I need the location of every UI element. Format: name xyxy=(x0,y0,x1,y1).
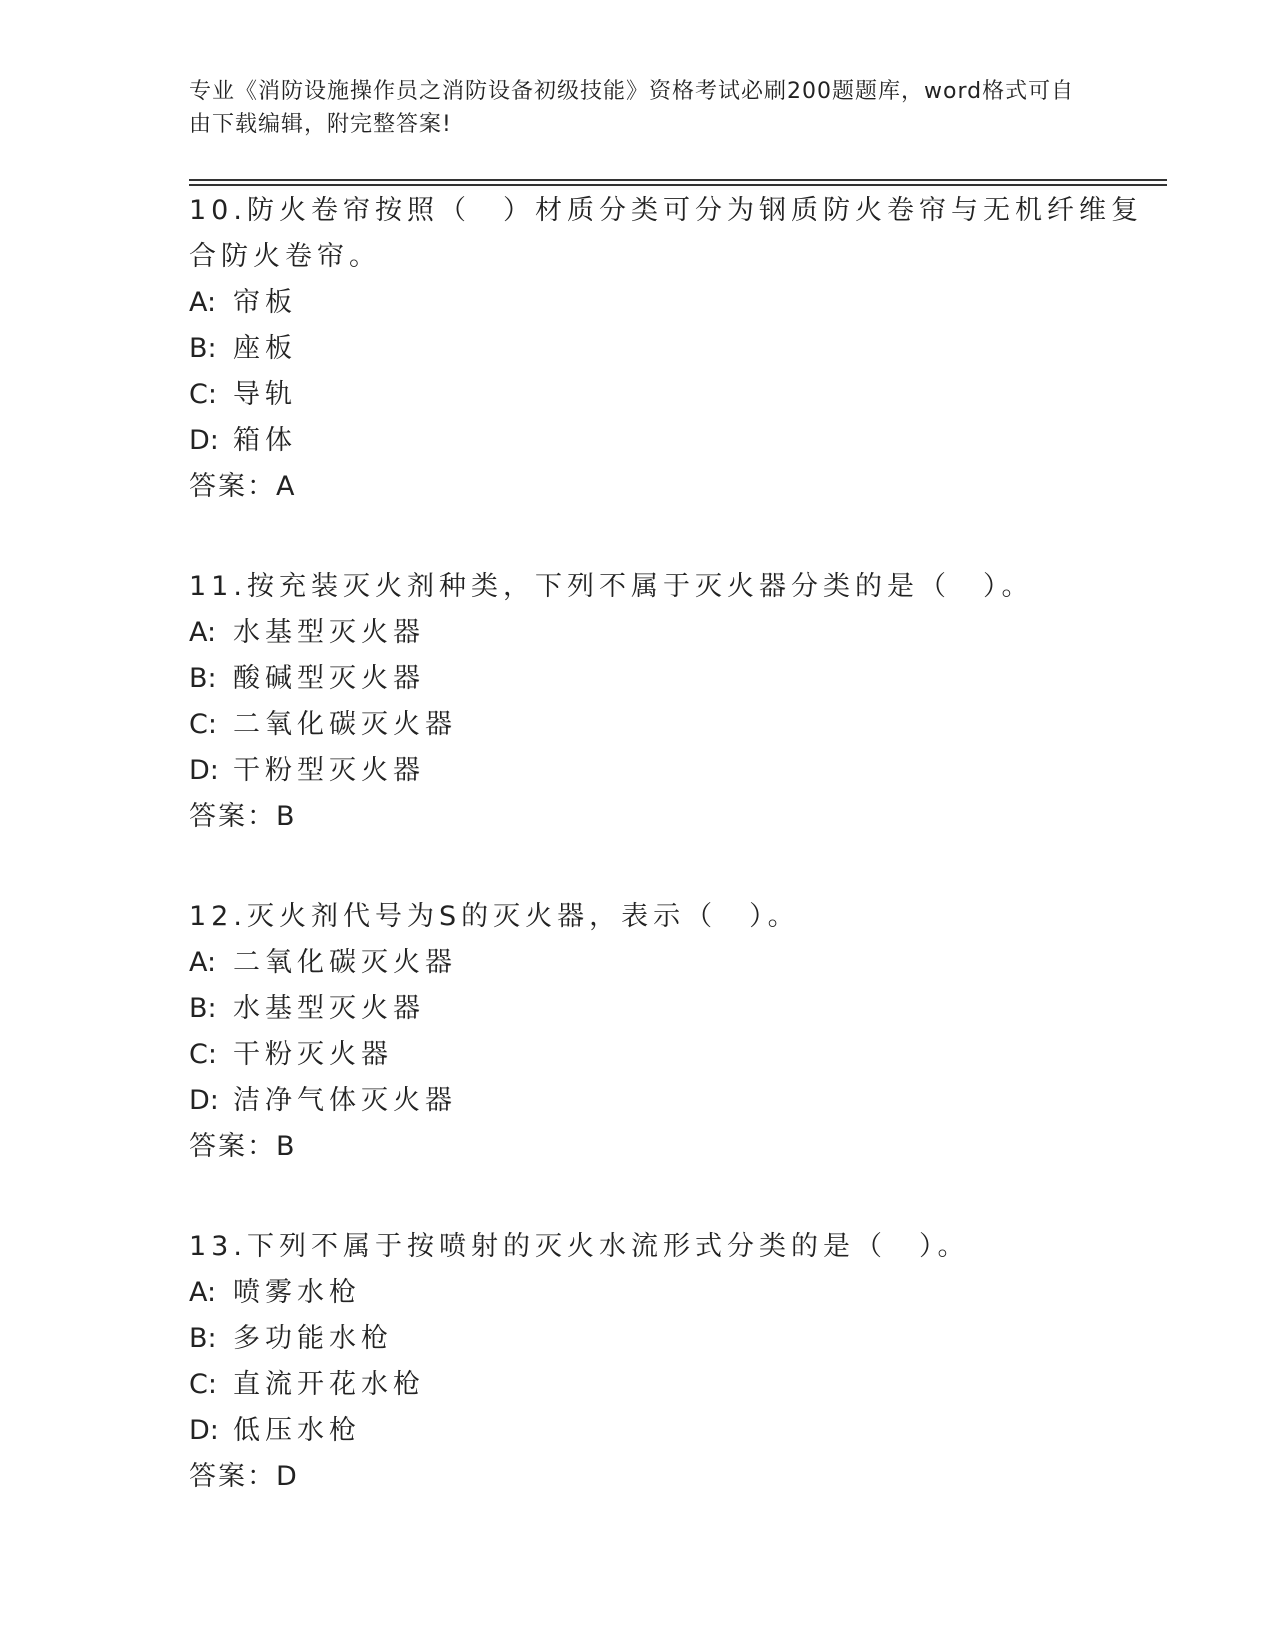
question-stem: 11.按充装灭火剂种类，下列不属于灭火器分类的是（ ）。 xyxy=(189,571,1034,602)
option-text: 帘板 xyxy=(233,287,297,318)
option-letter: B: xyxy=(189,1323,217,1354)
option-text: 二氧化碳灭火器 xyxy=(233,709,457,740)
option-letter: B: xyxy=(189,993,217,1024)
option-text: 干粉型灭火器 xyxy=(233,755,425,786)
option-letter: A: xyxy=(189,287,217,318)
answer-line: 答案：D xyxy=(189,1461,299,1492)
document-header: 专业《消防设施操作员之消防设备初级技能》资格考试必刷200题题库，word格式可自由下载编辑，附完整答案! xyxy=(189,79,1075,137)
option-letter: A: xyxy=(189,947,217,978)
option-letter: A: xyxy=(189,617,217,648)
option-text: 酸碱型灭火器 xyxy=(233,663,425,694)
option-text: 低压水枪 xyxy=(233,1415,361,1446)
option-text: 导轨 xyxy=(233,379,297,410)
option-text: 箱体 xyxy=(233,425,297,456)
option-text: 二氧化碳灭火器 xyxy=(233,947,457,978)
option-letter: C: xyxy=(189,709,217,740)
option-letter: A: xyxy=(189,1277,217,1308)
option-b xyxy=(189,326,1149,372)
option-letter: D: xyxy=(189,1415,219,1446)
question-stem: 12.灭火剂代号为S的灭火器，表示（ ）。 xyxy=(189,901,800,932)
option-a xyxy=(189,610,1149,656)
option-c xyxy=(189,702,1149,748)
answer-line: 答案：B xyxy=(189,1131,297,1162)
option-c xyxy=(189,372,1149,418)
question-stem: 13.下列不属于按喷射的灭火水流形式分类的是（ ）。 xyxy=(189,1231,970,1262)
option-b xyxy=(189,1316,1149,1362)
option-b xyxy=(189,986,1149,1032)
option-text: 座板 xyxy=(233,333,297,364)
option-letter: D: xyxy=(189,1085,219,1116)
answer-line: 答案：B xyxy=(189,801,297,832)
option-b xyxy=(189,656,1149,702)
option-a xyxy=(189,1270,1149,1316)
option-letter: D: xyxy=(189,755,219,786)
option-letter: C: xyxy=(189,1369,217,1400)
question-10 xyxy=(189,188,1149,510)
option-text: 喷雾水枪 xyxy=(233,1277,361,1308)
question-12 xyxy=(189,894,1149,1170)
option-d xyxy=(189,1078,1149,1124)
question-stem: 10.防火卷帘按照（ ）材质分类可分为钢质防火卷帘与无机纤维复合防火卷帘。 xyxy=(189,195,1143,272)
option-text: 洁净气体灭火器 xyxy=(233,1085,457,1116)
option-a xyxy=(189,280,1149,326)
option-text: 多功能水枪 xyxy=(233,1323,393,1354)
option-c xyxy=(189,1362,1149,1408)
question-11 xyxy=(189,564,1149,840)
answer-line: 答案：A xyxy=(189,471,297,502)
option-letter: D: xyxy=(189,425,219,456)
option-text: 水基型灭火器 xyxy=(233,617,425,648)
option-letter: C: xyxy=(189,1039,217,1070)
question-13 xyxy=(189,1224,1149,1500)
option-a xyxy=(189,940,1149,986)
header-divider-bottom xyxy=(189,184,1167,186)
question-list xyxy=(189,188,1149,1554)
option-text: 直流开花水枪 xyxy=(233,1369,425,1400)
option-d xyxy=(189,1408,1149,1454)
option-letter: B: xyxy=(189,333,217,364)
option-letter: B: xyxy=(189,663,217,694)
header-divider-top xyxy=(189,179,1167,181)
option-text: 干粉灭火器 xyxy=(233,1039,393,1070)
option-d xyxy=(189,748,1149,794)
option-letter: C: xyxy=(189,379,217,410)
option-text: 水基型灭火器 xyxy=(233,993,425,1024)
option-c xyxy=(189,1032,1149,1078)
option-d xyxy=(189,418,1149,464)
